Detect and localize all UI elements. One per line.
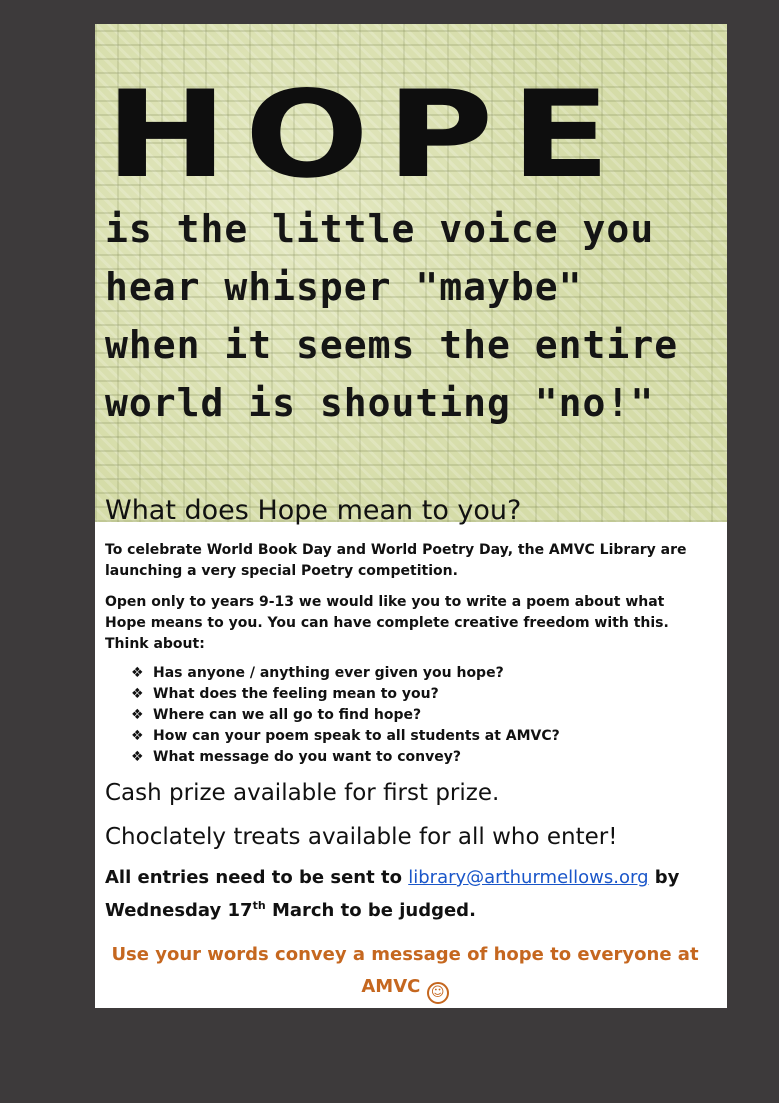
bullet-icon: ❖ [131, 707, 144, 723]
entries-suffix: March to be judged. [265, 900, 476, 921]
poster [95, 24, 727, 1008]
banner-title: HOPE [105, 66, 628, 205]
quote-line: is the little voice you [105, 207, 655, 251]
quote-line: when it seems the entire [105, 323, 679, 367]
bullet-icon: ❖ [131, 686, 144, 702]
page-title: What does Hope mean to you? [105, 495, 522, 526]
date-superscript: th [252, 899, 266, 912]
poster-content [105, 494, 705, 1004]
instructions-paragraph: Open only to years 9-13 we would like you to write a poem about what Hope means to you. You can have complete creative freedom with this. Think about: [105, 594, 669, 652]
smiley-icon: ☺ [427, 982, 449, 1004]
closing-text: Use your words convey a message of hope to everyone at AMVC [111, 944, 699, 997]
treats-text: Choclately treats available for all who enter! [105, 824, 618, 850]
prize-text: Cash prize available for first prize. [105, 780, 500, 806]
bullet-icon: ❖ [131, 665, 144, 681]
hope-banner-image [95, 24, 727, 522]
prompt-list [131, 663, 705, 768]
list-item-text: Where can we all go to find hope? [153, 707, 422, 723]
intro-paragraph: To celebrate World Book Day and World Poetry Day, the AMVC Library are launching a very special Poetry competition. [105, 542, 687, 579]
list-item [131, 747, 705, 768]
email-link[interactable]: library@arthurmellows.org [408, 867, 649, 888]
list-item [131, 663, 705, 684]
list-item-text: What message do you want to convey? [153, 749, 461, 765]
list-item-text: What does the feeling mean to you? [153, 686, 439, 702]
list-item [131, 705, 705, 726]
banner-quote [105, 200, 678, 432]
list-item [131, 726, 705, 747]
quote-line: hear whisper "maybe" [105, 265, 583, 309]
list-item-text: Has anyone / anything ever given you hope? [153, 665, 504, 681]
closing-message [105, 939, 705, 1004]
list-item-text: How can your poem speak to all students at AMVC? [153, 728, 560, 744]
bullet-icon: ❖ [131, 728, 144, 744]
list-item [131, 684, 705, 705]
entries-middle: by Wednesday 17 [105, 867, 680, 921]
quote-line: world is shouting "no!" [105, 381, 655, 425]
entries-prefix: All entries need to be sent to [105, 867, 409, 888]
entries-text [105, 864, 705, 925]
bullet-icon: ❖ [131, 749, 144, 765]
